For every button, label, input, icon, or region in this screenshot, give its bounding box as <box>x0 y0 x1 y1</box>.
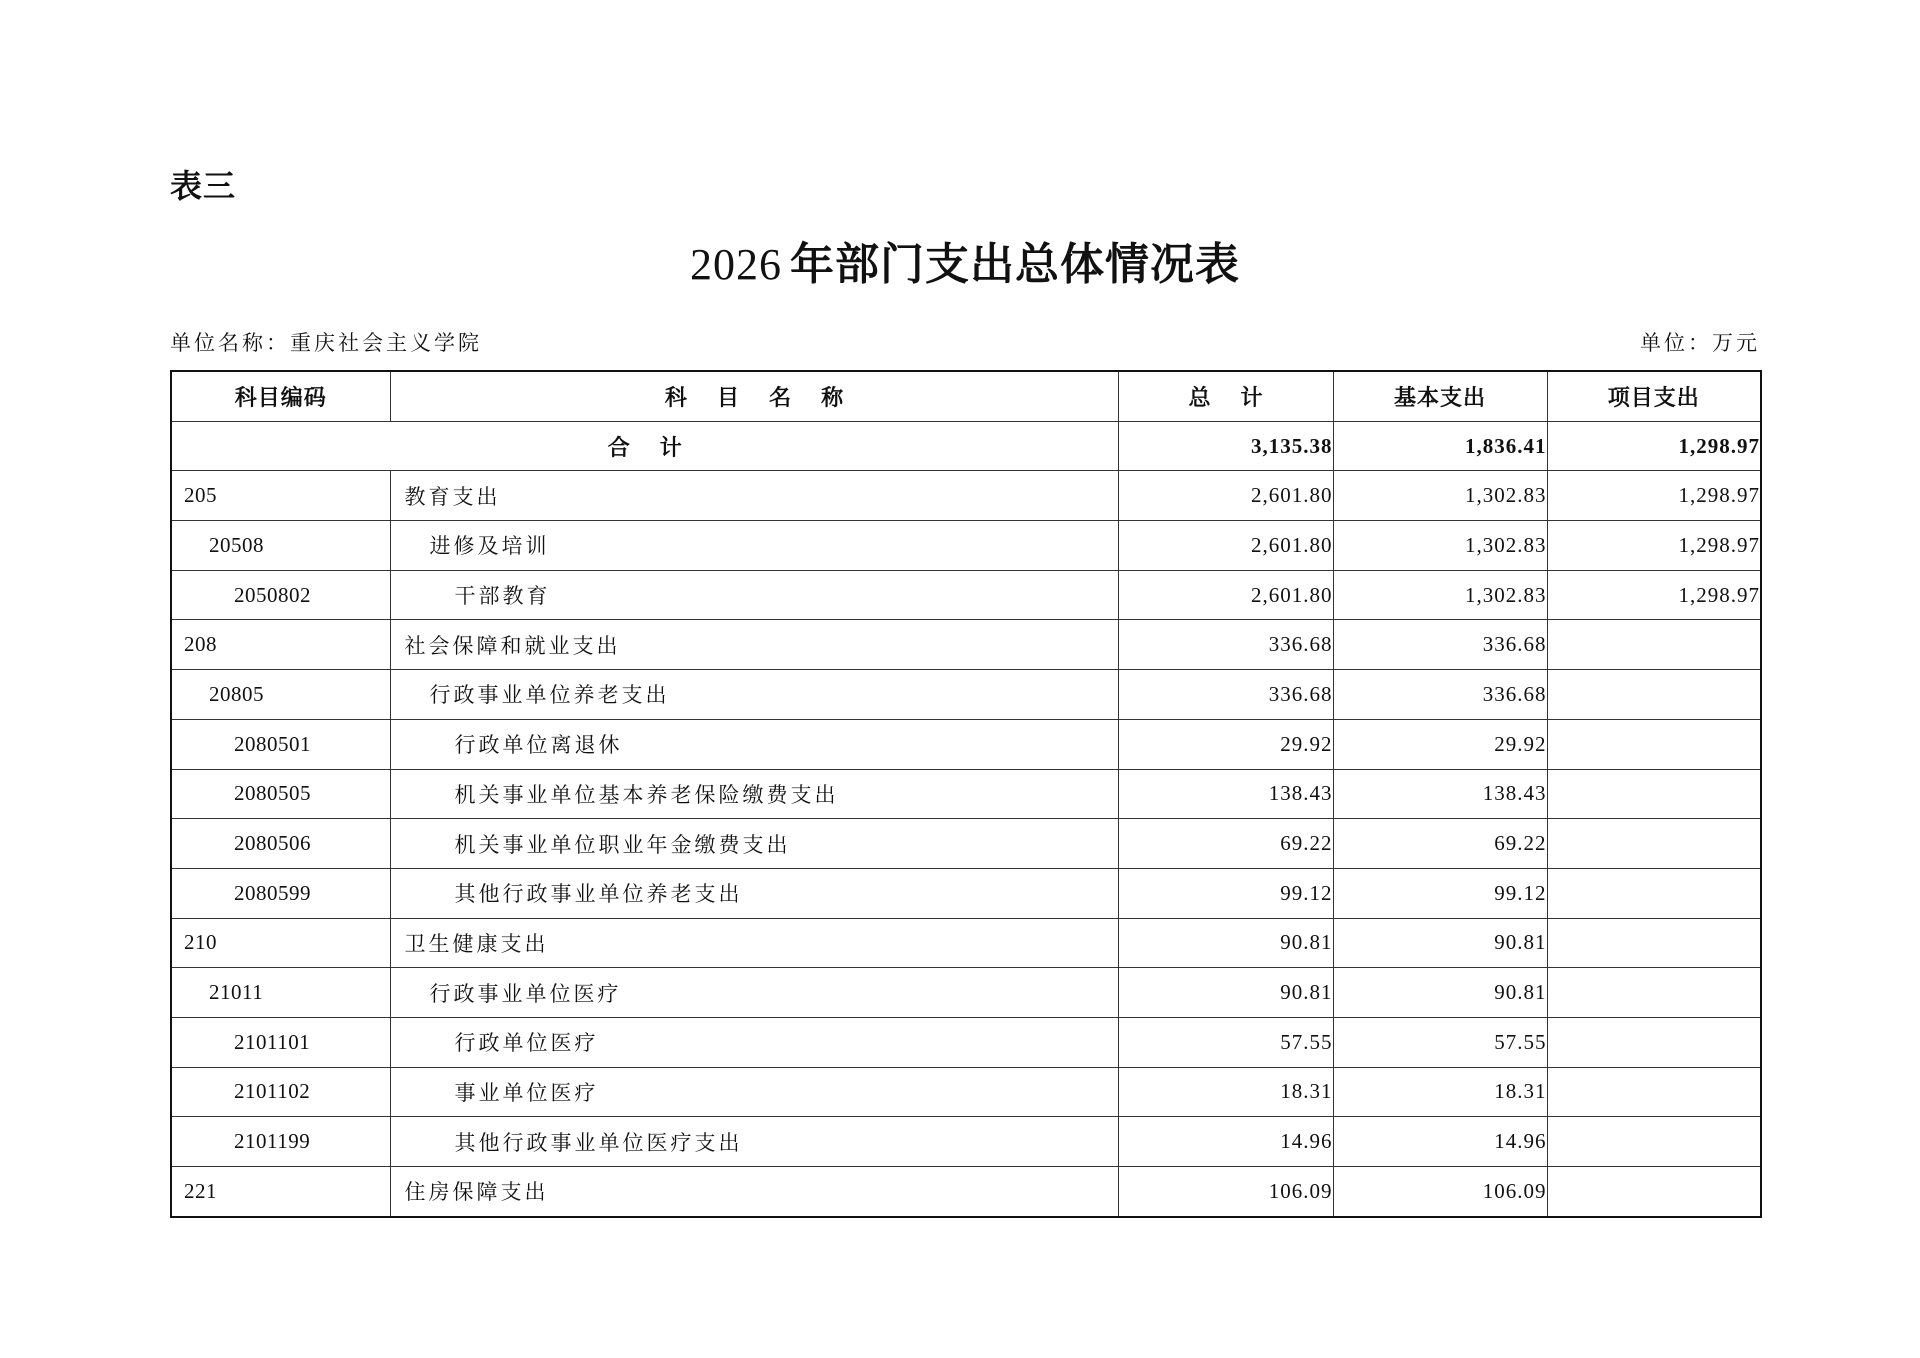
row-code: 2101102 <box>171 1067 390 1117</box>
row-code: 2080506 <box>171 819 390 869</box>
row-total: 29.92 <box>1118 719 1333 769</box>
total-total: 3,135.38 <box>1118 421 1333 471</box>
table-row <box>171 1067 1761 1117</box>
row-basic: 106.09 <box>1333 1167 1547 1217</box>
row-total: 90.81 <box>1118 918 1333 968</box>
organization-name: 单位名称：重庆社会主义学院 <box>170 331 482 355</box>
row-name: 机关事业单位基本养老保险缴费支出 <box>390 769 1118 819</box>
table-row <box>171 819 1761 869</box>
table-header-row <box>171 371 1761 421</box>
row-total: 69.22 <box>1118 819 1333 869</box>
row-code: 2101199 <box>171 1117 390 1167</box>
row-basic: 138.43 <box>1333 769 1547 819</box>
row-total: 2,601.80 <box>1118 521 1333 571</box>
row-name: 进修及培训 <box>390 521 1118 571</box>
table-row <box>171 719 1761 769</box>
row-total: 2,601.80 <box>1118 570 1333 620</box>
row-project <box>1547 918 1761 968</box>
row-project <box>1547 1017 1761 1067</box>
row-basic: 99.12 <box>1333 868 1547 918</box>
row-project <box>1547 968 1761 1018</box>
table-row <box>171 521 1761 571</box>
page-title-year: 2026 <box>690 240 782 289</box>
row-code: 2101101 <box>171 1017 390 1067</box>
table-row <box>171 670 1761 720</box>
table-number-label: 表三 <box>170 168 237 204</box>
row-total: 99.12 <box>1118 868 1333 918</box>
row-basic: 1,302.83 <box>1333 471 1547 521</box>
row-code: 2080599 <box>171 868 390 918</box>
total-basic: 1,836.41 <box>1333 421 1547 471</box>
row-name: 住房保障支出 <box>390 1167 1118 1217</box>
row-project: 1,298.97 <box>1547 471 1761 521</box>
row-code: 221 <box>171 1167 390 1217</box>
row-name: 行政事业单位医疗 <box>390 968 1118 1018</box>
row-name: 机关事业单位职业年金缴费支出 <box>390 819 1118 869</box>
row-total: 2,601.80 <box>1118 471 1333 521</box>
row-basic: 336.68 <box>1333 670 1547 720</box>
row-name: 教育支出 <box>390 471 1118 521</box>
row-basic: 69.22 <box>1333 819 1547 869</box>
row-name: 行政事业单位养老支出 <box>390 670 1118 720</box>
table-row <box>171 868 1761 918</box>
row-project <box>1547 819 1761 869</box>
table-row <box>171 1167 1761 1217</box>
row-project <box>1547 620 1761 670</box>
page-title-text: 年部门支出总体情况表 <box>790 240 1240 289</box>
row-basic: 1,302.83 <box>1333 521 1547 571</box>
row-project <box>1547 1067 1761 1117</box>
row-basic: 29.92 <box>1333 719 1547 769</box>
row-project <box>1547 670 1761 720</box>
header-total-label: 总 计 <box>1188 384 1275 410</box>
row-code: 20805 <box>171 670 390 720</box>
header-code: 科目编码 <box>171 371 390 421</box>
row-project <box>1547 1167 1761 1217</box>
row-project <box>1547 769 1761 819</box>
row-code: 210 <box>171 918 390 968</box>
header-total <box>1118 371 1333 421</box>
table-row <box>171 1117 1761 1167</box>
table-row <box>171 968 1761 1018</box>
row-project: 1,298.97 <box>1547 521 1761 571</box>
row-code: 2050802 <box>171 570 390 620</box>
row-total: 336.68 <box>1118 670 1333 720</box>
row-code: 21011 <box>171 968 390 1018</box>
unit-info-line <box>170 328 1760 358</box>
page-title <box>170 236 1760 294</box>
row-name: 行政单位医疗 <box>390 1017 1118 1067</box>
table-row <box>171 918 1761 968</box>
row-code: 208 <box>171 620 390 670</box>
total-row <box>171 421 1761 471</box>
row-name: 卫生健康支出 <box>390 918 1118 968</box>
row-basic: 90.81 <box>1333 918 1547 968</box>
row-project <box>1547 719 1761 769</box>
header-basic: 基本支出 <box>1333 371 1547 421</box>
row-basic: 57.55 <box>1333 1017 1547 1067</box>
table-row <box>171 471 1761 521</box>
row-basic: 14.96 <box>1333 1117 1547 1167</box>
header-name <box>390 371 1118 421</box>
row-name: 其他行政事业单位养老支出 <box>390 868 1118 918</box>
row-name: 事业单位医疗 <box>390 1067 1118 1117</box>
total-label-cell <box>171 421 1118 471</box>
table-row <box>171 620 1761 670</box>
row-total: 14.96 <box>1118 1117 1333 1167</box>
row-code: 205 <box>171 471 390 521</box>
table-row <box>171 769 1761 819</box>
expenditure-table <box>170 370 1762 1218</box>
row-total: 57.55 <box>1118 1017 1333 1067</box>
table-row <box>171 570 1761 620</box>
total-label: 合 计 <box>607 434 694 460</box>
header-project: 项目支出 <box>1547 371 1761 421</box>
row-code: 2080501 <box>171 719 390 769</box>
total-project: 1,298.97 <box>1547 421 1761 471</box>
row-basic: 336.68 <box>1333 620 1547 670</box>
row-basic: 90.81 <box>1333 968 1547 1018</box>
row-total: 90.81 <box>1118 968 1333 1018</box>
table-body <box>171 421 1761 1217</box>
row-basic: 1,302.83 <box>1333 570 1547 620</box>
row-code: 2080505 <box>171 769 390 819</box>
row-project <box>1547 868 1761 918</box>
row-name: 行政单位离退休 <box>390 719 1118 769</box>
row-name: 其他行政事业单位医疗支出 <box>390 1117 1118 1167</box>
row-code: 20508 <box>171 521 390 571</box>
row-project <box>1547 1117 1761 1167</box>
row-basic: 18.31 <box>1333 1067 1547 1117</box>
row-name: 干部教育 <box>390 570 1118 620</box>
row-name: 社会保障和就业支出 <box>390 620 1118 670</box>
header-name-label: 科 目 名 称 <box>664 384 856 410</box>
table-row <box>171 1017 1761 1067</box>
row-total: 18.31 <box>1118 1067 1333 1117</box>
currency-unit: 单位：万元 <box>1640 331 1760 355</box>
row-total: 106.09 <box>1118 1167 1333 1217</box>
row-total: 138.43 <box>1118 769 1333 819</box>
row-total: 336.68 <box>1118 620 1333 670</box>
row-project: 1,298.97 <box>1547 570 1761 620</box>
